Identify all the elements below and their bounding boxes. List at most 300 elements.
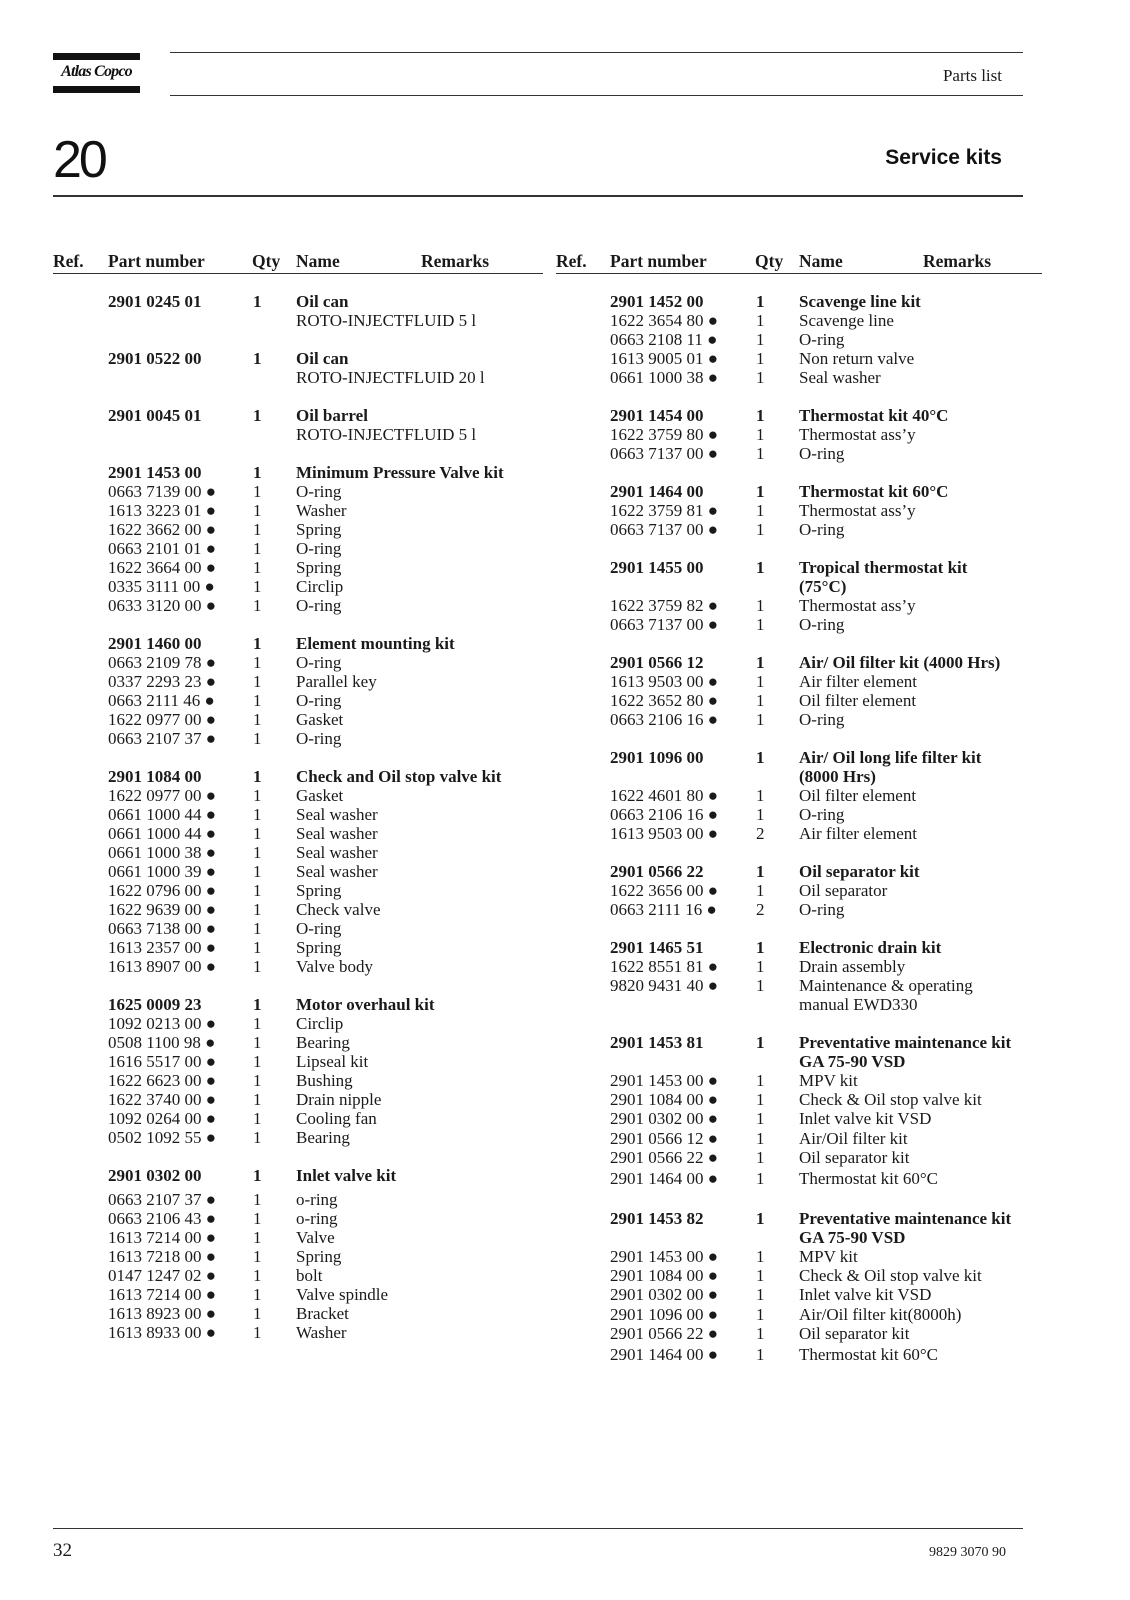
qty: 1 <box>253 1109 262 1128</box>
right-parts-row <box>0 444 1130 463</box>
part-number: 0663 7137 00 ● <box>610 615 719 634</box>
right-parts-row <box>0 1033 1130 1052</box>
qty: 1 <box>253 406 262 425</box>
qty: 1 <box>253 710 262 729</box>
part-number: 0663 7138 00 ● <box>108 919 217 938</box>
qty: 1 <box>253 672 262 691</box>
qty: 1 <box>756 311 765 330</box>
page-number: 32 <box>53 1540 72 1561</box>
part-name: Washer <box>296 1323 347 1342</box>
part-number: 2901 0045 01 <box>108 406 202 425</box>
atlas-copco-logo <box>53 53 140 93</box>
qty: 1 <box>253 1209 262 1228</box>
left-header-ref: Ref. <box>53 251 84 271</box>
part-number: 1613 9503 00 ● <box>610 824 719 843</box>
qty: 1 <box>253 596 262 615</box>
part-name: Spring <box>296 558 342 577</box>
part-number: 0663 7137 00 ● <box>610 520 719 539</box>
part-name: Seal washer <box>296 843 378 862</box>
qty: 1 <box>756 368 765 387</box>
logo-bar-top <box>53 53 140 60</box>
qty: 1 <box>253 1285 262 1304</box>
part-number: 1613 9503 00 ● <box>610 672 719 691</box>
part-name: Oil barrel <box>296 406 368 425</box>
right-parts-row <box>0 1129 1130 1148</box>
qty: 1 <box>756 1090 765 1109</box>
part-number: 0663 2108 11 ● <box>610 330 718 349</box>
chapter-rule <box>53 195 1023 197</box>
part-name: Thermostat kit 60°C <box>799 1169 939 1188</box>
right-parts-row <box>0 995 1130 1014</box>
part-number: 0335 3111 00 ● <box>108 577 215 596</box>
part-name: Scavenge line <box>799 311 894 330</box>
part-number: 2901 1096 00 ● <box>610 1305 719 1324</box>
right-parts-row <box>0 1228 1130 1247</box>
part-name: Non return valve <box>799 349 915 368</box>
qty: 1 <box>253 1304 262 1323</box>
part-name: O-ring <box>296 919 342 938</box>
right-parts-row <box>0 1247 1130 1266</box>
right-header-remarks: Remarks <box>923 251 992 271</box>
part-number: 2901 0566 22 ● <box>610 1148 719 1167</box>
part-name: Inlet valve kit <box>296 1166 397 1185</box>
part-number: 1622 0977 00 ● <box>108 786 217 805</box>
qty: 1 <box>253 1228 262 1247</box>
part-name: o-ring <box>296 1209 338 1228</box>
part-name: Check & Oil stop valve kit <box>799 1266 982 1285</box>
qty: 1 <box>756 1266 765 1285</box>
qty: 1 <box>756 406 765 425</box>
part-name: Seal washer <box>296 805 378 824</box>
right-parts-row <box>0 881 1130 900</box>
qty: 1 <box>756 1169 765 1188</box>
part-number: 1622 3654 80 ● <box>610 311 719 330</box>
part-name: Cooling fan <box>296 1109 377 1128</box>
qty: 1 <box>756 1071 765 1090</box>
part-name: Oil separator kit <box>799 1148 910 1167</box>
part-name: Valve <box>296 1228 335 1247</box>
part-name: Seal washer <box>296 824 378 843</box>
part-number: 2901 1465 51 <box>610 938 704 957</box>
right-parts-row <box>0 824 1130 843</box>
qty: 1 <box>756 482 765 501</box>
part-number: 1622 3652 80 ● <box>610 691 719 710</box>
qty: 2 <box>756 900 765 919</box>
part-number: 2901 0522 00 <box>108 349 202 368</box>
part-name: ROTO-INJECTFLUID 5 l <box>296 311 477 330</box>
qty: 1 <box>756 1148 765 1167</box>
part-name: Maintenance & operating <box>799 976 973 995</box>
part-name: Thermostat ass’y <box>799 425 916 444</box>
part-number: 2901 1460 00 <box>108 634 202 653</box>
part-name: O-ring <box>799 805 845 824</box>
part-name: Air/Oil filter kit <box>799 1129 908 1148</box>
part-name: Washer <box>296 501 347 520</box>
part-name: ROTO-INJECTFLUID 5 l <box>296 425 477 444</box>
part-name: Circlip <box>296 577 344 596</box>
part-number: 0661 1000 44 ● <box>108 824 217 843</box>
part-name: Seal washer <box>296 862 378 881</box>
right-parts-row <box>0 1071 1130 1090</box>
part-number: 2901 1453 00 ● <box>610 1247 719 1266</box>
right-parts-row <box>0 406 1130 425</box>
part-number: 1622 3664 00 ● <box>108 558 217 577</box>
qty: 1 <box>756 938 765 957</box>
qty: 1 <box>756 615 765 634</box>
part-name: Check and Oil stop valve kit <box>296 767 502 786</box>
part-name: (75°C) <box>799 577 847 596</box>
part-number: 1622 0796 00 ● <box>108 881 217 900</box>
part-name: Spring <box>296 881 342 900</box>
part-number: 1092 0264 00 ● <box>108 1109 217 1128</box>
left-header-part-number: Part number <box>108 251 205 271</box>
qty: 1 <box>756 710 765 729</box>
qty: 1 <box>253 482 262 501</box>
qty: 1 <box>756 881 765 900</box>
qty: 1 <box>756 330 765 349</box>
part-name: O-ring <box>799 330 845 349</box>
part-name: GA 75-90 VSD <box>799 1228 906 1247</box>
right-parts-row <box>0 1090 1130 1109</box>
right-parts-row <box>0 349 1130 368</box>
qty: 1 <box>253 349 262 368</box>
qty: 1 <box>253 881 262 900</box>
right-parts-row <box>0 1285 1130 1304</box>
part-number: 0337 2293 23 ● <box>108 672 217 691</box>
right-parts-row <box>0 1266 1130 1285</box>
qty: 1 <box>756 1129 765 1148</box>
part-number: 0633 3120 00 ● <box>108 596 217 615</box>
right-parts-row <box>0 1148 1130 1167</box>
part-name: GA 75-90 VSD <box>799 1052 906 1071</box>
right-parts-row <box>0 1109 1130 1128</box>
part-name: Thermostat kit 60°C <box>799 482 949 501</box>
part-number: 2901 1455 00 <box>610 558 704 577</box>
qty: 1 <box>253 729 262 748</box>
right-header-rule <box>556 273 1042 274</box>
part-name: O-ring <box>296 539 342 558</box>
part-number: 1622 8551 81 ● <box>610 957 719 976</box>
part-name: Oil can <box>296 292 349 311</box>
part-name: Inlet valve kit VSD <box>799 1109 932 1128</box>
left-header-rule <box>53 273 543 274</box>
right-parts-row <box>0 501 1130 520</box>
qty: 1 <box>756 1285 765 1304</box>
part-number: 2901 1084 00 ● <box>610 1090 719 1109</box>
part-name: Parallel key <box>296 672 377 691</box>
part-number: 2901 1454 00 <box>610 406 704 425</box>
right-header-name: Name <box>799 251 843 271</box>
left-parts-row <box>0 843 1130 862</box>
part-name: Air/ Oil filter kit (4000 Hrs) <box>799 653 1001 672</box>
part-name: Oil filter element <box>799 691 917 710</box>
right-parts-row <box>0 615 1130 634</box>
qty: 1 <box>253 767 262 786</box>
right-parts-row <box>0 900 1130 919</box>
part-name: Minimum Pressure Valve kit <box>296 463 504 482</box>
part-number: 2901 0302 00 ● <box>610 1109 719 1128</box>
part-name: Oil can <box>296 349 349 368</box>
qty: 1 <box>253 805 262 824</box>
qty: 1 <box>253 501 262 520</box>
qty: 1 <box>756 748 765 767</box>
qty: 1 <box>756 501 765 520</box>
part-number: 2901 1453 00 ● <box>610 1071 719 1090</box>
qty: 1 <box>253 843 262 862</box>
right-parts-row <box>0 691 1130 710</box>
part-name: Oil separator <box>799 881 888 900</box>
part-name: Seal washer <box>799 368 881 387</box>
qty: 1 <box>253 691 262 710</box>
part-name: Motor overhaul kit <box>296 995 435 1014</box>
part-name: Oil filter element <box>799 786 917 805</box>
part-number: 2901 1452 00 <box>610 292 704 311</box>
right-parts-row <box>0 1052 1130 1071</box>
right-parts-row <box>0 805 1130 824</box>
part-number: 1613 7214 00 ● <box>108 1285 217 1304</box>
part-number: 1613 8923 00 ● <box>108 1304 217 1323</box>
qty: 1 <box>756 292 765 311</box>
part-number: 2901 0566 12 ● <box>610 1129 719 1148</box>
qty: 1 <box>253 824 262 843</box>
part-name: Thermostat kit 40°C <box>799 406 949 425</box>
part-name: O-ring <box>296 596 342 615</box>
qty: 1 <box>253 577 262 596</box>
part-name: Lipseal kit <box>296 1052 369 1071</box>
part-name: o-ring <box>296 1190 338 1209</box>
part-number: 2901 1464 00 ● <box>610 1345 719 1364</box>
part-name: O-ring <box>799 615 845 634</box>
left-parts-row <box>0 1014 1130 1033</box>
right-parts-row <box>0 748 1130 767</box>
right-header-ref: Ref. <box>556 251 587 271</box>
header-rule-bottom <box>170 95 1023 96</box>
right-parts-row <box>0 976 1130 995</box>
part-number: 0661 1000 44 ● <box>108 805 217 824</box>
qty: 2 <box>756 824 765 843</box>
right-parts-row <box>0 710 1130 729</box>
part-name: O-ring <box>799 900 845 919</box>
part-number: 0663 7139 00 ● <box>108 482 217 501</box>
part-number: 1613 2357 00 ● <box>108 938 217 957</box>
left-parts-row <box>0 634 1130 653</box>
qty: 1 <box>756 1109 765 1128</box>
right-parts-row <box>0 957 1130 976</box>
right-parts-row <box>0 862 1130 881</box>
qty: 1 <box>756 976 765 995</box>
part-number: 2901 1084 00 <box>108 767 202 786</box>
right-header-qty: Qty <box>755 251 784 271</box>
part-name: Spring <box>296 1247 342 1266</box>
part-number: 0663 2106 16 ● <box>610 805 719 824</box>
qty: 1 <box>756 1033 765 1052</box>
part-name: Scavenge line kit <box>799 292 921 311</box>
part-name: O-ring <box>799 444 845 463</box>
part-number: 1622 3759 81 ● <box>610 501 719 520</box>
part-number: 1613 7214 00 ● <box>108 1228 217 1247</box>
qty: 1 <box>253 558 262 577</box>
part-number: 0663 2111 16 ● <box>610 900 717 919</box>
qty: 1 <box>253 1052 262 1071</box>
right-parts-row <box>0 425 1130 444</box>
part-name: Bracket <box>296 1304 349 1323</box>
part-name: Preventative maintenance kit <box>799 1033 1012 1052</box>
part-number: 1613 8907 00 ● <box>108 957 217 976</box>
part-name: Thermostat kit 60°C <box>799 1345 939 1364</box>
qty: 1 <box>756 805 765 824</box>
right-parts-row <box>0 292 1130 311</box>
left-parts-row <box>0 919 1130 938</box>
part-number: 1622 3656 00 ● <box>610 881 719 900</box>
right-parts-row <box>0 311 1130 330</box>
part-name: Circlip <box>296 1014 344 1033</box>
left-header-qty: Qty <box>252 251 281 271</box>
qty: 1 <box>253 900 262 919</box>
qty: 1 <box>253 1247 262 1266</box>
qty: 1 <box>756 520 765 539</box>
qty: 1 <box>253 653 262 672</box>
part-number: 0661 1000 39 ● <box>108 862 217 881</box>
part-number: 9820 9431 40 ● <box>610 976 719 995</box>
part-name: Oil separator kit <box>799 862 920 881</box>
part-number: 0502 1092 55 ● <box>108 1128 217 1147</box>
part-name: Bearing <box>296 1033 350 1052</box>
qty: 1 <box>253 1323 262 1342</box>
part-name: MPV kit <box>799 1247 858 1266</box>
part-number: 2901 1084 00 ● <box>610 1266 719 1285</box>
part-name: Air filter element <box>799 672 918 691</box>
part-number: 2901 0566 22 <box>610 862 704 881</box>
part-name: Spring <box>296 938 342 957</box>
qty: 1 <box>253 957 262 976</box>
qty: 1 <box>253 938 262 957</box>
part-name: Bearing <box>296 1128 350 1147</box>
part-name: Check valve <box>296 900 381 919</box>
part-name: Air/Oil filter kit(8000h) <box>799 1305 962 1324</box>
part-name: O-ring <box>296 653 342 672</box>
left-parts-row <box>0 539 1130 558</box>
part-number: 2901 1453 81 <box>610 1033 704 1052</box>
qty: 1 <box>253 539 262 558</box>
left-parts-row <box>0 463 1130 482</box>
part-name: (8000 Hrs) <box>799 767 876 786</box>
document-number: 9829 3070 90 <box>929 1545 1006 1560</box>
part-name: Air/ Oil long life filter kit <box>799 748 982 767</box>
part-number: 0663 2106 43 ● <box>108 1209 217 1228</box>
part-number: 1622 3759 80 ● <box>610 425 719 444</box>
right-parts-row <box>0 558 1130 577</box>
qty: 1 <box>253 919 262 938</box>
part-number: 2901 0566 12 <box>610 653 704 672</box>
qty: 1 <box>756 957 765 976</box>
part-name: MPV kit <box>799 1071 858 1090</box>
right-parts-row <box>0 653 1130 672</box>
part-number: 0663 2101 01 ● <box>108 539 217 558</box>
part-number: 1625 0009 23 <box>108 995 202 1014</box>
right-parts-row <box>0 482 1130 501</box>
part-number: 0663 2107 37 ● <box>108 1190 217 1209</box>
part-number: 2901 0302 00 ● <box>610 1285 719 1304</box>
part-name: Check & Oil stop valve kit <box>799 1090 982 1109</box>
qty: 1 <box>253 1128 262 1147</box>
part-number: 0663 2107 37 ● <box>108 729 217 748</box>
part-number: 0508 1100 98 ● <box>108 1033 216 1052</box>
qty: 1 <box>756 672 765 691</box>
part-number: 0663 2106 16 ● <box>610 710 719 729</box>
part-number: 2901 0566 22 ● <box>610 1324 719 1343</box>
right-parts-row <box>0 368 1130 387</box>
qty: 1 <box>756 1345 765 1364</box>
part-name: O-ring <box>296 482 342 501</box>
qty: 1 <box>756 349 765 368</box>
part-name: Spring <box>296 520 342 539</box>
part-number: 0661 1000 38 ● <box>610 368 719 387</box>
right-parts-row <box>0 1324 1130 1343</box>
right-parts-row <box>0 577 1130 596</box>
qty: 1 <box>253 634 262 653</box>
qty: 1 <box>253 862 262 881</box>
part-number: 1092 0213 00 ● <box>108 1014 217 1033</box>
part-name: O-ring <box>799 710 845 729</box>
part-number: 1622 3759 82 ● <box>610 596 719 615</box>
qty: 1 <box>756 1305 765 1324</box>
qty: 1 <box>756 862 765 881</box>
part-name: Oil separator kit <box>799 1324 910 1343</box>
qty: 1 <box>253 1166 262 1185</box>
part-number: 1622 0977 00 ● <box>108 710 217 729</box>
qty: 1 <box>756 1247 765 1266</box>
part-number: 0147 1247 02 ● <box>108 1266 217 1285</box>
part-name: Valve body <box>296 957 373 976</box>
part-name: Bushing <box>296 1071 353 1090</box>
part-number: 1622 6623 00 ● <box>108 1071 217 1090</box>
chapter-number: 20 <box>53 131 105 189</box>
right-parts-row <box>0 1305 1130 1324</box>
part-number: 1613 8933 00 ● <box>108 1323 217 1342</box>
part-name: Element mounting kit <box>296 634 455 653</box>
part-name: Gasket <box>296 786 344 805</box>
part-number: 2901 0245 01 <box>108 292 202 311</box>
part-number: 2901 1096 00 <box>610 748 704 767</box>
qty: 1 <box>756 1324 765 1343</box>
part-name: Tropical thermostat kit <box>799 558 968 577</box>
qty: 1 <box>253 292 262 311</box>
part-name: Electronic drain kit <box>799 938 942 957</box>
qty: 1 <box>756 653 765 672</box>
qty: 1 <box>756 786 765 805</box>
qty: 1 <box>756 1209 765 1228</box>
part-number: 0663 2111 46 ● <box>108 691 215 710</box>
right-parts-row <box>0 1345 1130 1364</box>
part-number: 1616 5517 00 ● <box>108 1052 217 1071</box>
footer-rule <box>53 1528 1023 1529</box>
part-name: Thermostat ass’y <box>799 501 916 520</box>
right-parts-row <box>0 767 1130 786</box>
qty: 1 <box>253 1071 262 1090</box>
right-parts-row <box>0 330 1130 349</box>
qty: 1 <box>756 425 765 444</box>
qty: 1 <box>253 995 262 1014</box>
qty: 1 <box>253 1090 262 1109</box>
left-parts-row <box>0 729 1130 748</box>
chapter-title: Service kits <box>885 146 1002 169</box>
part-name: O-ring <box>799 520 845 539</box>
qty: 1 <box>253 1033 262 1052</box>
part-number: 0663 7137 00 ● <box>610 444 719 463</box>
part-name: Drain nipple <box>296 1090 382 1109</box>
part-name: ROTO-INJECTFLUID 20 l <box>296 368 485 387</box>
logo-text: Atlas Copco <box>61 63 132 80</box>
